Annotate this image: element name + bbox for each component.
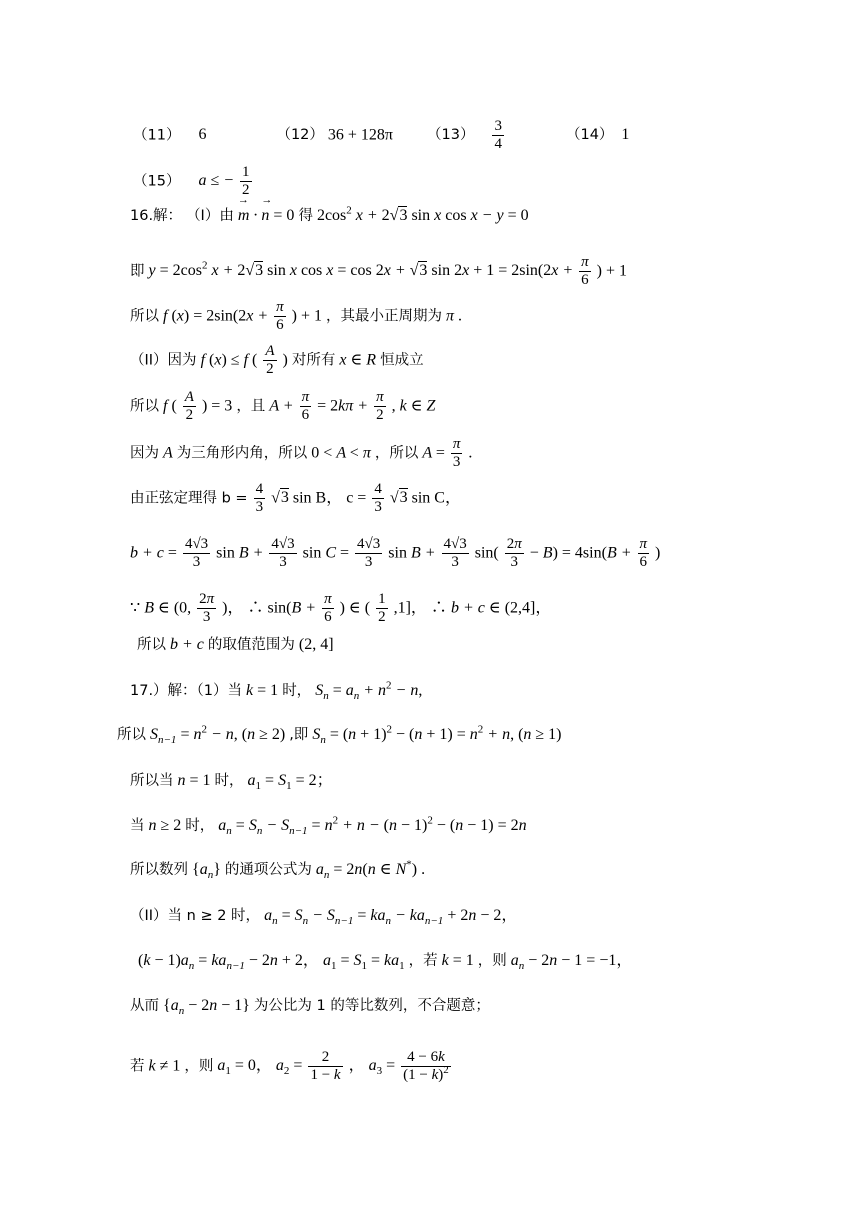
q14-value: 1 <box>621 126 630 144</box>
q16-line-4: （II）因为 f (x) ≤ f ( $\frac{A}{2}$ ) 对所有 x ∈ R 恒成立 <box>130 343 424 378</box>
q17-line-9: 若 k ≠ 1 ，则 $a_1 = 0$， $a_2$ = $\frac{2}{1 - k}$ ， $a_3$ = $\frac{4 - 6k}{(1 - k)^2}$ <box>130 1049 449 1084</box>
q16-line-1: 16.解： （I）由 → m · → n = 0 得 $2\cos^2$ x + 2√3 sin x cos x − y = 0 <box>130 208 529 224</box>
q13-fraction: $\frac{3}{4}$ <box>494 118 502 153</box>
q16-line-9: ∵ B ∈ (0, $\frac{2\pi}{3}$ )， ∴ sin(B + $\frac{\pi}{6}$ ) ∈ ( $\frac{1}{2}$ ,1]， ∴ b + c ∈ (2,4]， <box>130 591 552 626</box>
answer-row-11-14 <box>133 118 629 154</box>
q15-fraction: $\frac{1}{2}$ <box>242 164 250 199</box>
q11-label: （11） <box>133 127 181 144</box>
q17-line-4: 当 n ≥ 2 时， $a_n = S_n - S_{n-1} = n^2 + n - (n - 1)^2 - (n - 1) = 2n$ <box>130 814 527 838</box>
q12-label: （12） <box>276 127 324 144</box>
q17-line-1: 17.）解：（1）当 k = 1 时， $S_n = a_n + n^2 - n$, <box>130 679 423 703</box>
q16-line-6: 因为 A 为三角形内角，所以 0 < A < π ，所以 A = $\frac{\pi}{3}$ . <box>130 436 473 471</box>
q17-line-7: $(k - 1)a_n = ka_{n-1} - 2n + 2$， $a_1 = S_1 = ka_1$ ，若 k = 1 ，则 $a_n - 2n - 1 = -1$， <box>138 952 633 973</box>
q16-line-2: 即 $y = 2\cos^2$ x + 2√3 sin x cos x = cos 2x + √3 sin 2x + 1 = 2sin(2x + $\frac{\pi}{6}$ ) + 1 <box>130 254 628 289</box>
q17-line-5: 所以数列 $\{a_n\}$ 的通项公式为 $a_n = 2n(n$ ∈ N*) . <box>130 858 426 882</box>
q16-line-3: 所以 f (x) = 2sin(2x + $\frac{\pi}{6}$ ) + 1 ，其最小正周期为 π . <box>130 299 463 334</box>
q16-line-7: 由正弦定理得 b = $\frac{4}{3}$ √3 sin B， c = $\frac{4}{3}$ √3 sin C， <box>130 481 461 516</box>
q12-value: 36 + 128π <box>327 126 394 144</box>
q17-line-8: 从而 $\{a_n - 2n - 1\}$ 为公比为 1 的等比数列，不合题意； <box>130 997 490 1018</box>
q16-line-8: b + c = $\frac{4√3}{3}$ sin B + $\frac{4√3}{3}$ sin C = $\frac{4√3}{3}$ sin B + $\frac{4√3}{3}$ sin( $\frac{2\pi}{3}$ − B) = 4sin(B + $\frac{\pi}{6}$ ) <box>130 536 661 571</box>
q16-line-5: 所以 f ( $\frac{A}{2}$ ) = 3 ，且 A + $\frac{\pi}{6}$ = 2kπ + $\frac{\pi}{2}$ , k ∈ Z <box>130 389 436 424</box>
q16-line-10: 所以 b + c 的取值范围为 (2, 4] <box>137 636 334 653</box>
q17-line-3: 所以当 n = 1 时， $a_1 = S_1 = 2$； <box>130 772 333 793</box>
q14-label: （14） <box>565 127 614 144</box>
q11-value: 6 <box>198 126 207 144</box>
q17-line-6: （II）当 n ≥ 2 时， $a_n = S_n - S_{n-1} = ka_n - ka_{n-1} + 2n - 2$， <box>130 907 518 928</box>
q17-line-2: 所以 $S_{n-1} = n^2 - n$, (n ≥ 2) ,即 $S_n = (n + 1)^2 - (n + 1) = n^2 + n$, (n ≥ 1) <box>117 723 562 747</box>
q15-label: （15） <box>133 173 181 190</box>
answer-row-15 <box>133 164 254 200</box>
q13-label: （13） <box>427 127 475 144</box>
q15-math: a ≤ − <box>198 172 235 190</box>
